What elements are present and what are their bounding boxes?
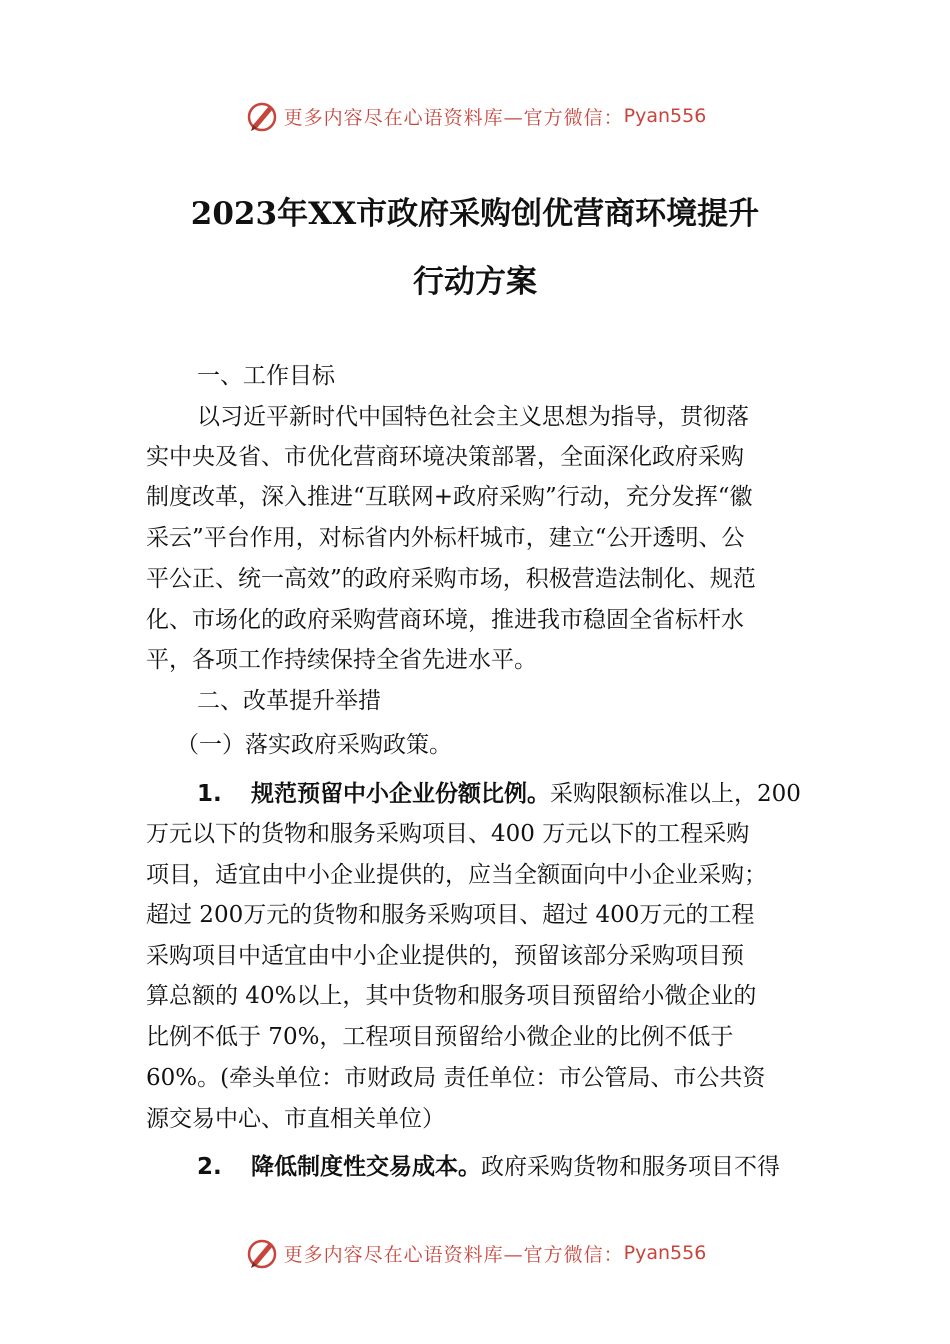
para1-line: 平，各项工作持续保持全省先进水平。: [146, 647, 537, 673]
section2-heading: 二、改革提升举措: [197, 688, 381, 714]
banner-wechat-id: Pyan556: [623, 1242, 707, 1264]
item1-line: 项目，适宜由中小企业提供的，应当全额面向中小企业采购；: [146, 862, 767, 888]
para1-line: 采云”平台作用，对标省内外标杆城市，建立“公开透明、公: [146, 525, 745, 551]
footer-banner: [0, 1233, 950, 1273]
item1-bold-heading: 规范预留中小企业份额比例。: [251, 781, 550, 807]
para1-line: 实中央及省、市优化营商环境决策部署，全面深化政府采购: [146, 444, 744, 470]
pen-logo-icon: [244, 1235, 280, 1271]
item1-line: 超过 200万元的货物和服务采购项目、超过 400万元的工程: [146, 902, 755, 928]
banner-text: 更多内容尽在心语资料库—官方微信：: [283, 106, 624, 129]
document-title-line2: 行动方案: [413, 264, 537, 300]
item2-first-rest: 政府采购货物和服务项目不得: [481, 1154, 780, 1180]
item1-first-rest: 采购限额标准以上，200: [550, 781, 801, 807]
banner-wechat-id: Pyan556: [623, 105, 707, 127]
item2-first-line: [197, 1151, 780, 1183]
para1-line: 制度改革，深入推进“互联网+政府采购”行动，充分发挥“徽: [146, 484, 753, 510]
item1-line: 源交易中心、市直相关单位）: [146, 1106, 445, 1132]
section1-heading: 一、工作目标: [197, 363, 335, 389]
item1-first-line: [197, 778, 801, 810]
header-banner: [0, 96, 950, 136]
item1-number: 1.: [197, 781, 222, 807]
item2-bold-heading: 降低制度性交易成本。: [251, 1154, 481, 1180]
para1-line: 化、市场化的政府采购营商环境，推进我市稳固全省标杆水: [146, 607, 744, 633]
banner-text: 更多内容尽在心语资料库—官方微信：: [283, 1243, 624, 1266]
item1-line: 比例不低于 70%，工程项目预留给小微企业的比例不低于: [146, 1024, 734, 1050]
item1-line: 万元以下的货物和服务采购项目、400 万元以下的工程采购: [146, 821, 750, 847]
pen-logo-icon: [244, 98, 280, 134]
item2-number: 2.: [197, 1154, 222, 1180]
para1-line: 以习近平新时代中国特色社会主义思想为指导，贯彻落: [197, 404, 749, 430]
para1-line: 平公正、统一高效”的政府采购市场，积极营造法制化、规范: [146, 566, 756, 592]
item1-line: 采购项目中适宜由中小企业提供的，预留该部分采购项目预: [146, 943, 744, 969]
item1-line: 60%。(牵头单位：市财政局 责任单位：市公管局、市公共资: [146, 1065, 766, 1091]
subsection1-heading: （一）落实政府采购政策。: [176, 732, 452, 758]
document-title-line1: 2023年XX市政府采购创优营商环境提升: [190, 196, 760, 232]
item1-line: 算总额的 40%以上，其中货物和服务项目预留给小微企业的: [146, 983, 757, 1009]
